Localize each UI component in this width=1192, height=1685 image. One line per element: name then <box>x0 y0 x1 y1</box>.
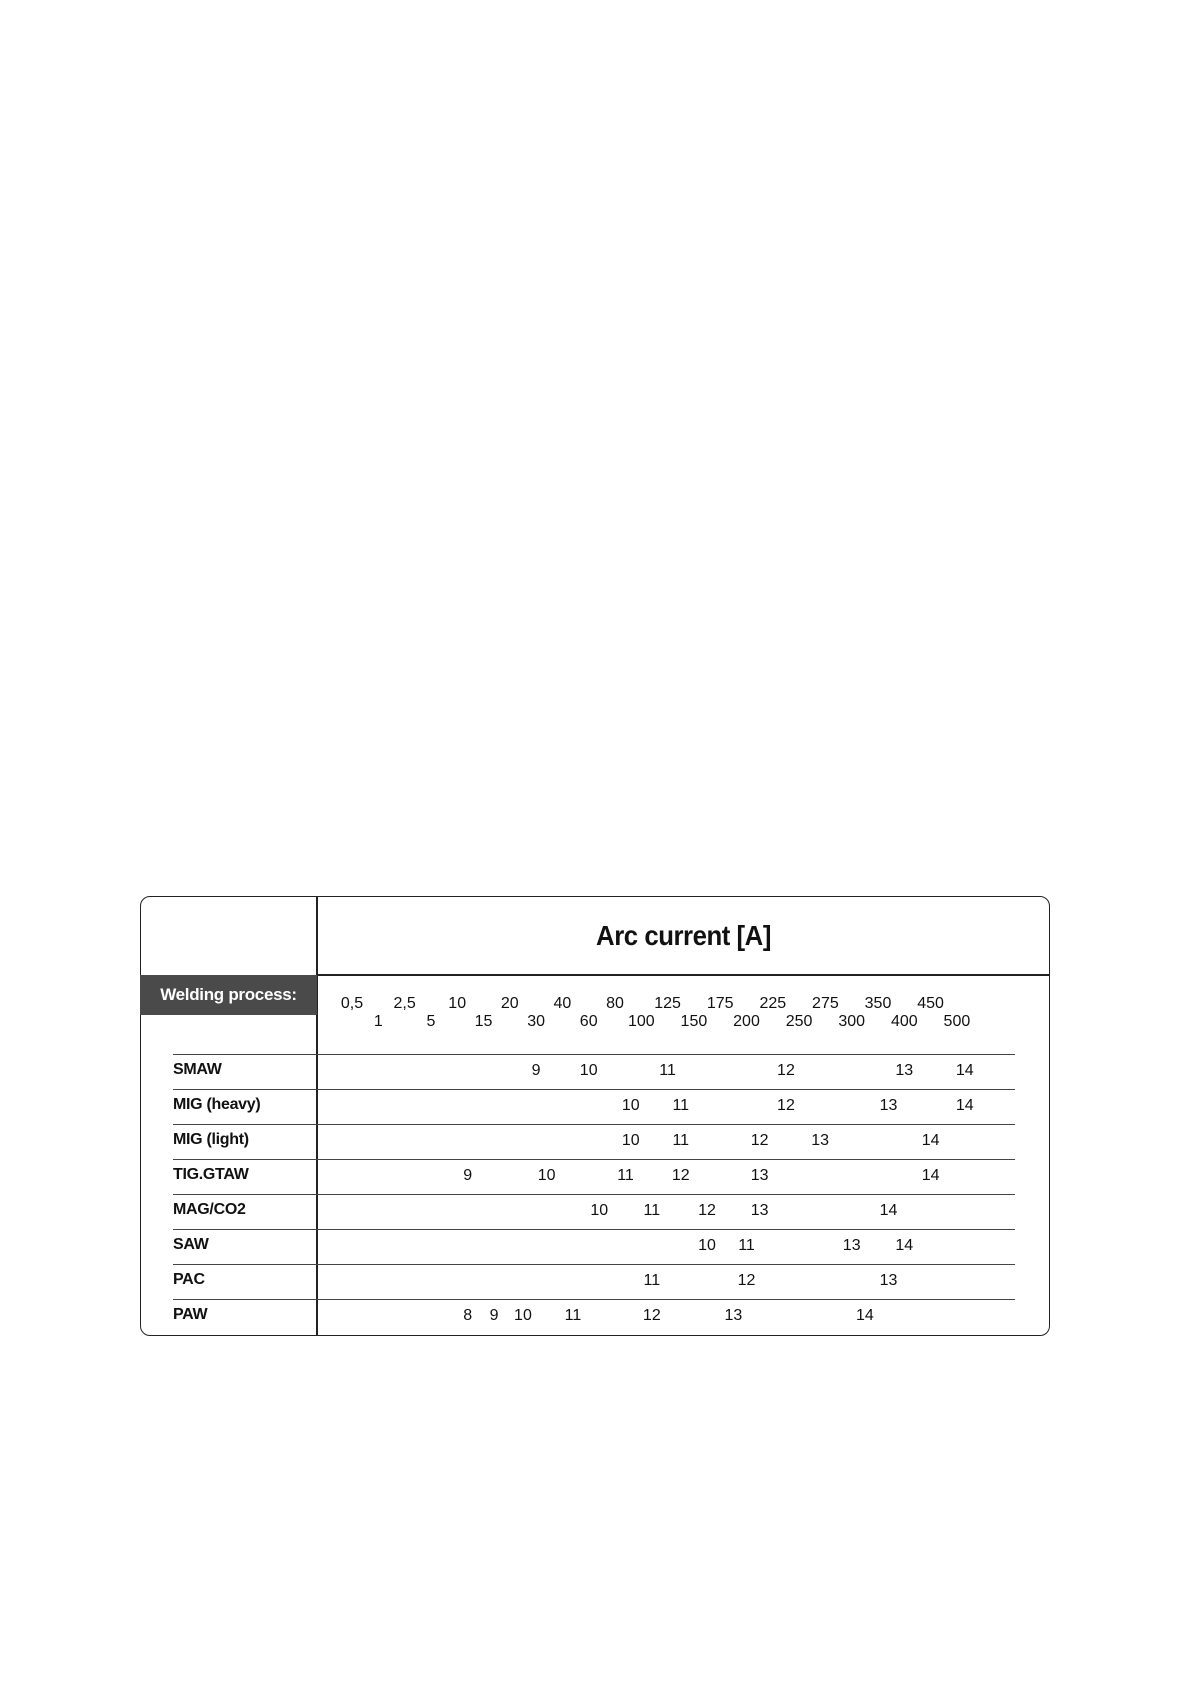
shade-number: 12 <box>698 1202 716 1219</box>
scale-tick: 400 <box>890 1013 918 1030</box>
process-name: MAG/CO2 <box>173 1201 246 1218</box>
scale-tick: 250 <box>785 1013 813 1030</box>
scale-tick: 40 <box>553 995 572 1012</box>
row-divider <box>173 1089 1015 1090</box>
scale-tick: 30 <box>527 1013 545 1030</box>
scale-tick: 80 <box>606 995 624 1012</box>
shade-number: 13 <box>895 1062 914 1079</box>
process-name: MIG (light) <box>173 1131 249 1148</box>
shade-number: 10 <box>514 1307 532 1324</box>
process-name: MIG (heavy) <box>173 1096 261 1113</box>
shade-number: 13 <box>724 1307 743 1324</box>
shade-number: 10 <box>698 1237 716 1254</box>
scale-tick: 500 <box>943 1013 971 1030</box>
scale-tick: 60 <box>579 1013 598 1030</box>
process-name: SMAW <box>173 1061 222 1078</box>
shade-number: 11 <box>564 1307 582 1324</box>
shade-number: 10 <box>621 1097 640 1114</box>
shade-number: 11 <box>643 1272 661 1289</box>
shade-number: 11 <box>738 1237 755 1254</box>
scale-tick: 100 <box>627 1013 655 1030</box>
scale-tick: 275 <box>812 995 839 1012</box>
shade-number: 13 <box>879 1097 898 1114</box>
shade-number: 10 <box>537 1167 556 1184</box>
shade-number: 9 <box>489 1307 499 1324</box>
scale-tick: 15 <box>474 1013 493 1030</box>
shade-number: 12 <box>750 1132 769 1149</box>
process-name: SAW <box>173 1236 209 1253</box>
scale-tick: 0,5 <box>340 995 364 1012</box>
welding-process-label: Welding process: <box>140 975 317 1015</box>
shade-number: 10 <box>621 1132 640 1149</box>
shade-number: 14 <box>955 1097 974 1114</box>
scale-tick: 10 <box>448 995 467 1012</box>
scale-tick: 350 <box>864 995 892 1012</box>
shade-number: 12 <box>642 1307 661 1324</box>
scale-tick: 2,5 <box>393 995 416 1012</box>
scale-tick: 450 <box>917 995 944 1012</box>
shade-number: 8 <box>463 1307 473 1324</box>
shade-number: 10 <box>579 1062 598 1079</box>
shade-number: 11 <box>672 1132 690 1149</box>
process-name: TIG.GTAW <box>173 1166 249 1183</box>
row-divider <box>173 1194 1015 1195</box>
shade-number: 14 <box>895 1237 914 1254</box>
scale-tick: 225 <box>759 995 787 1012</box>
process-name: PAW <box>173 1306 208 1323</box>
scale-tick: 300 <box>838 1013 866 1030</box>
row-divider <box>173 1229 1015 1230</box>
shade-number: 13 <box>842 1237 861 1254</box>
row-divider <box>173 1054 1015 1055</box>
shade-number: 11 <box>617 1167 634 1184</box>
shade-number: 12 <box>777 1097 795 1114</box>
row-divider <box>173 1264 1015 1265</box>
scale-tick: 200 <box>733 1013 760 1030</box>
shade-number: 12 <box>671 1167 690 1184</box>
shade-number: 12 <box>737 1272 756 1289</box>
process-name: PAC <box>173 1271 205 1288</box>
scale-tick: 20 <box>500 995 519 1012</box>
shade-number: 14 <box>855 1307 874 1324</box>
scale-tick: 1 <box>373 1013 383 1030</box>
shade-number: 13 <box>879 1272 898 1289</box>
shade-number: 13 <box>750 1202 769 1219</box>
column-divider <box>316 897 318 1335</box>
shade-number: 9 <box>463 1167 473 1184</box>
shade-number: 10 <box>590 1202 609 1219</box>
scale-tick: 175 <box>706 995 734 1012</box>
table-title: Arc current [A] <box>596 919 771 951</box>
shade-number: 13 <box>811 1132 830 1149</box>
shade-number: 12 <box>777 1062 795 1079</box>
row-divider <box>173 1124 1015 1125</box>
scale-tick: 125 <box>654 995 681 1012</box>
scale-tick: 150 <box>680 1013 708 1030</box>
shade-number: 14 <box>955 1062 974 1079</box>
shade-number: 9 <box>531 1062 541 1079</box>
row-divider <box>173 1299 1015 1300</box>
shade-number: 14 <box>879 1202 898 1219</box>
shade-number: 14 <box>921 1132 940 1149</box>
shade-number: 11 <box>643 1202 661 1219</box>
shade-number: 11 <box>659 1062 676 1079</box>
shade-number: 13 <box>750 1167 769 1184</box>
arc-current-table <box>140 896 1050 1336</box>
scale-tick: 5 <box>426 1013 436 1030</box>
shade-number: 11 <box>672 1097 690 1114</box>
title-divider <box>316 974 1049 976</box>
row-divider <box>173 1159 1015 1160</box>
shade-number: 14 <box>921 1167 940 1184</box>
